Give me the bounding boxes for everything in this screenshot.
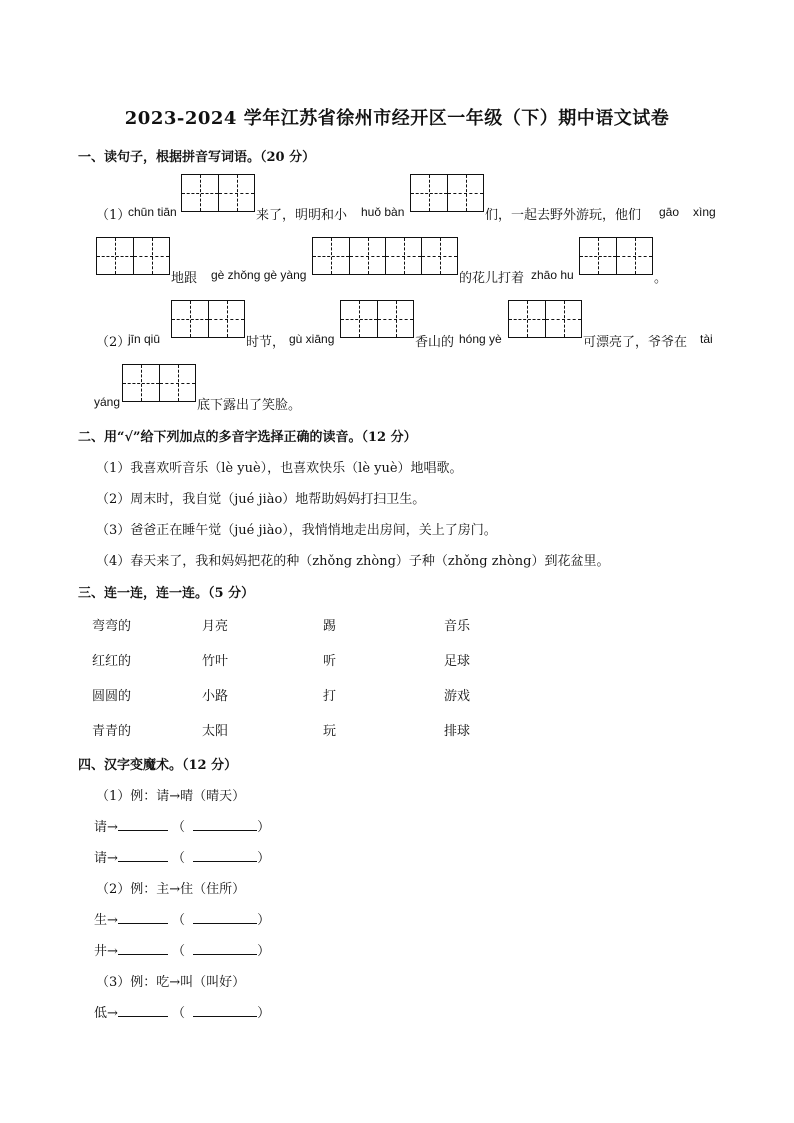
- s3-col1-item-2[interactable]: 红红的: [92, 654, 132, 669]
- close-paren: ）: [257, 1006, 271, 1021]
- s1-row4-pinyin-1: yáng: [94, 395, 121, 409]
- s1-row1-pinyin-3: gāo: [659, 205, 680, 219]
- s1-row3-prefix: （2）: [96, 335, 131, 350]
- s4-ex1-row-a-word-blank[interactable]: [193, 818, 257, 831]
- s2-item-1: （1）我喜欢听音乐（lè yuè），也喜欢快乐（lè yuè）地唱歌。: [96, 461, 463, 476]
- s1-row1-writing-box-2[interactable]: [410, 174, 484, 212]
- s1-row1-text-2: 们，一起去野外游玩，他们: [485, 208, 642, 223]
- close-paren: ）: [257, 820, 271, 835]
- s1-row3-writing-box-1[interactable]: [171, 300, 245, 338]
- s4-ex3-row-a-label: 低→: [94, 1006, 118, 1021]
- s2-item-4: （4）春天来了，我和妈妈把花的种（zhǒng zhòng）子种（zhǒng zhòng）到花盆里。: [96, 554, 610, 569]
- s1-row2-pinyin-2: zhāo hu: [531, 268, 574, 282]
- s1-row3-text-2: 香山的: [415, 335, 455, 350]
- s4-example-3: （3）例：吃→叫（叫好）: [96, 975, 246, 990]
- open-paren: （: [172, 944, 186, 959]
- s4-ex3-row-a-word-blank[interactable]: [193, 1004, 257, 1017]
- close-paren: ）: [257, 851, 271, 866]
- close-paren: ）: [257, 913, 271, 928]
- s4-ex1-row-a-label: 请→: [94, 820, 118, 835]
- s4-ex2-row-a-label: 生→: [94, 913, 118, 928]
- s3-col4-item-1[interactable]: 音乐: [444, 619, 471, 634]
- s4-ex3-row-a: [94, 1002, 270, 1021]
- s1-row1-pinyin-2: huǒ bàn: [361, 205, 405, 219]
- s1-row3-pinyin-1: jīn qiū: [128, 332, 161, 346]
- s3-col2-item-1[interactable]: 月亮: [202, 619, 229, 634]
- s3-col1-item-1[interactable]: 弯弯的: [92, 619, 132, 634]
- s3-col2-item-2[interactable]: 竹叶: [202, 654, 229, 669]
- s3-col4-item-4[interactable]: 排球: [444, 724, 471, 739]
- s1-row3-pinyin-2: gù xiāng: [289, 332, 335, 346]
- s1-row3-pinyin-4: tài: [700, 332, 713, 346]
- s4-ex2-row-b-label: 井→: [94, 944, 118, 959]
- s1-row1-writing-box-1[interactable]: [181, 174, 255, 212]
- s1-row1-pinyin-1: chūn tiān: [128, 205, 177, 219]
- s1-row2-writing-box-3[interactable]: [579, 237, 653, 275]
- open-paren: （: [172, 1006, 186, 1021]
- open-paren: （: [172, 820, 186, 835]
- s1-row2-text-2: 的花儿打着: [459, 271, 525, 286]
- s4-ex1-row-b-label: 请→: [94, 851, 118, 866]
- s4-ex2-row-a-char-blank[interactable]: [118, 911, 168, 924]
- close-paren: ）: [257, 944, 271, 959]
- s3-col1-item-3[interactable]: 圆圆的: [92, 689, 132, 704]
- s1-row3-text-1: 时节，: [246, 335, 286, 350]
- s1-row3-text-3: 可漂亮了，爷爷在: [583, 335, 688, 350]
- section-3-heading: 三、连一连，连一连。（5 分）: [78, 586, 255, 601]
- section-1-heading: 一、读句子，根据拼音写词语。（20 分）: [78, 150, 316, 165]
- s2-item-3: （3）爸爸正在睡午觉（jué jiào），我悄悄地走出房间，关上了房门。: [96, 523, 497, 538]
- s4-ex1-row-b: [94, 847, 270, 866]
- s4-ex1-row-a-char-blank[interactable]: [118, 818, 168, 831]
- s4-ex2-row-a-word-blank[interactable]: [193, 911, 257, 924]
- s3-col1-item-4[interactable]: 青青的: [92, 724, 132, 739]
- s4-ex3-row-a-char-blank[interactable]: [118, 1004, 168, 1017]
- s4-ex2-row-a: [94, 909, 270, 928]
- s4-ex1-row-a: [94, 816, 270, 835]
- s1-row2-writing-box-2[interactable]: [312, 237, 458, 275]
- s1-row1-pinyin-4: xìng: [693, 205, 716, 219]
- section-4-heading: 四、汉字变魔术。（12 分）: [78, 758, 238, 773]
- s3-col2-item-3[interactable]: 小路: [202, 689, 229, 704]
- s3-col4-item-3[interactable]: 游戏: [444, 689, 471, 704]
- s1-row1-prefix: （1）: [96, 208, 131, 223]
- s3-col3-item-1[interactable]: 踢: [323, 619, 337, 634]
- open-paren: （: [172, 851, 186, 866]
- s4-ex2-row-b: [94, 940, 270, 959]
- s1-row3-pinyin-3: hóng yè: [459, 332, 502, 346]
- s1-row2-writing-box-1[interactable]: [96, 237, 170, 275]
- s4-ex2-row-b-word-blank[interactable]: [193, 942, 257, 955]
- page-title: 2023-2024 学年江苏省徐州市经开区一年级（下）期中语文试卷: [124, 108, 670, 129]
- s4-example-1: （1）例：请→晴（晴天）: [96, 789, 246, 804]
- s1-row2-pinyin-1: gè zhǒng gè yàng: [211, 268, 307, 282]
- s1-row4-text-1: 底下露出了笑脸。: [197, 398, 302, 413]
- s1-row1-text-1: 来了，明明和小: [256, 208, 348, 223]
- s3-col2-item-4[interactable]: 太阳: [202, 724, 229, 739]
- s1-row3-writing-box-3[interactable]: [508, 300, 582, 338]
- s4-ex1-row-b-char-blank[interactable]: [118, 849, 168, 862]
- s3-col3-item-4[interactable]: 玩: [323, 724, 337, 739]
- s3-col3-item-2[interactable]: 听: [323, 654, 337, 669]
- s2-item-2: （2）周末时，我自觉（jué jiào）地帮助妈妈打扫卫生。: [96, 492, 426, 507]
- s1-row2-text-3: 。: [654, 271, 668, 286]
- s4-ex2-row-b-char-blank[interactable]: [118, 942, 168, 955]
- s1-row4-writing-box-1[interactable]: [122, 364, 196, 402]
- s1-row2-text-1: 地跟: [171, 271, 198, 286]
- s4-ex1-row-b-word-blank[interactable]: [193, 849, 257, 862]
- s3-col3-item-3[interactable]: 打: [323, 689, 337, 704]
- section-2-heading: 二、用“√”给下列加点的多音字选择正确的读音。（12 分）: [78, 430, 417, 445]
- s1-row3-writing-box-2[interactable]: [340, 300, 414, 338]
- open-paren: （: [172, 913, 186, 928]
- s4-example-2: （2）例：主→住（住所）: [96, 882, 246, 897]
- s3-col4-item-2[interactable]: 足球: [444, 654, 471, 669]
